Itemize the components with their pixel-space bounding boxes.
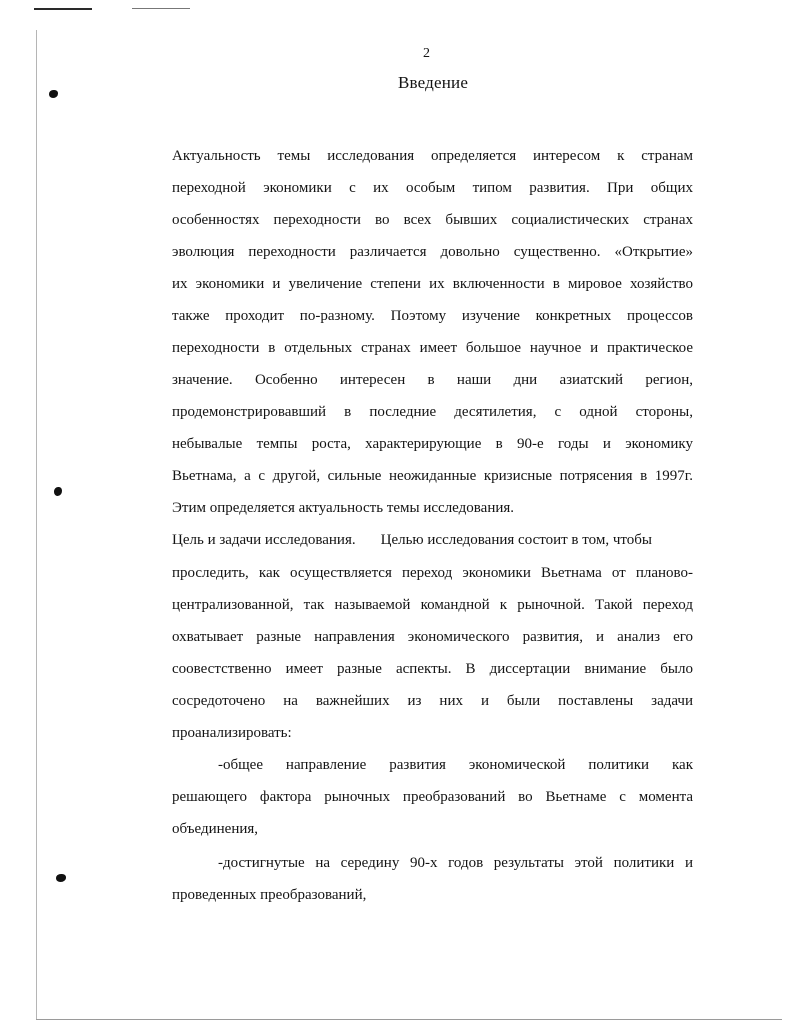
page-bottom-edge	[36, 1019, 782, 1020]
page-number: 2	[423, 46, 430, 61]
text-line: централизованной, так называемой командной к рыночной. Такой переход	[172, 597, 693, 613]
list-item: проведенных преобразований,	[172, 887, 367, 903]
text-line: продемонстрировавший в последние десятилетия, с одной стороны,	[172, 404, 693, 420]
text-line: проанализировать:	[172, 725, 292, 741]
text-line: проследить, как осуществляется переход экономики Вьетнама от планово-	[172, 565, 693, 581]
text-line: Целью исследования состоит в том, чтобы	[380, 532, 652, 548]
text-line: Актуальность темы исследования определяется интересом к странам	[172, 148, 693, 164]
scan-artifact-top-line	[132, 8, 190, 9]
page-left-edge	[36, 30, 37, 1020]
page-title: Введение	[397, 73, 469, 92]
text-line: охватывает разные направления экономического развития, и анализ его	[172, 629, 693, 645]
text-line	[172, 531, 652, 549]
text-line: соовестственно имеет разные аспекты. В диссертации внимание было	[172, 661, 693, 677]
text-line: также проходит по-разному. Поэтому изучение конкретных процессов	[172, 308, 693, 324]
text-line: сосредоточено на важнейших из них и были поставлены задачи	[172, 693, 693, 709]
text-line: небывалые темпы роста, характерирующие в 90-е годы и экономику	[172, 436, 693, 452]
list-item: решающего фактора рыночных преобразований во Вьетнаме с момента	[172, 789, 693, 805]
text-line: их экономики и увеличение степени их включенности в мировое хозяйство	[172, 276, 693, 292]
text-line: особенностях переходности во всех бывших социалистических странах	[172, 212, 693, 228]
section-heading: Цель и задачи исследования.	[172, 532, 356, 548]
text-line: Этим определяется актуальность темы исследования.	[172, 500, 515, 516]
punch-hole-mark	[54, 487, 62, 496]
list-item: -достигнутые на середину 90-х годов результаты этой политики и	[218, 855, 693, 871]
text-line: значение. Особенно интересен в наши дни азиатский регион,	[172, 372, 693, 388]
punch-hole-mark	[56, 874, 66, 882]
text-line: эволюция переходности различается довольно существенно. «Открытие»	[172, 244, 693, 260]
text-line: переходности в отдельных странах имеет большое научное и практическое	[172, 340, 693, 356]
scan-artifact-top-line	[34, 8, 92, 10]
list-item: -общее направление развития экономической политики как	[218, 757, 693, 773]
text-line: переходной экономики с их особым типом развития. При общих	[172, 180, 693, 196]
text-line: Вьетнама, а с другой, сильные неожиданные кризисные потрясения в 1997г.	[172, 468, 693, 484]
list-item: объединения,	[172, 821, 259, 837]
